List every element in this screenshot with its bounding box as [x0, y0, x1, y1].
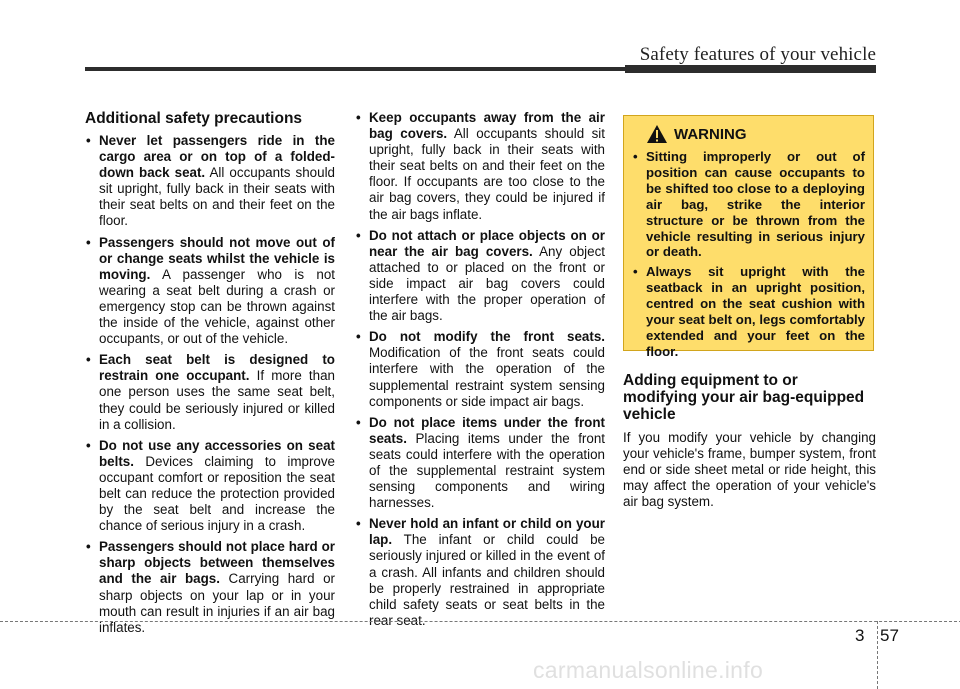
item-lead: Never hold an infant or child on your lap.: [369, 516, 605, 548]
list-item: [355, 329, 605, 409]
list-item: [355, 110, 605, 223]
item-lead: Never let passengers ride in the cargo area or on top of a folded-down back seat.: [99, 133, 335, 181]
precautions-list: [85, 133, 335, 636]
item-lead: Passengers should not move out of or change seats whilst the vehicle is moving.: [99, 234, 335, 282]
chapter-number: 3: [855, 626, 865, 645]
section-heading: Adding equipment to or modifying your air bag-equipped vehicle: [623, 372, 865, 423]
item-text: All occupants should sit upright, fully back in their seats with their seat belts on and their feet on the floor. If occupants are too close to the air bag covers, they could be injured if the air bags inflate.: [369, 126, 605, 222]
warning-item: • Sitting improperly or out of position can cause occupants to be shifted too close to a deploying air bag, strike the interior structure or be thrown from the vehicle resulting in serious injury or death.: [632, 149, 865, 260]
item-text: Placing items under the front seats could interfere with the operation of the supplemental restraint system sensing components and wiring harnesses.: [369, 430, 605, 511]
warning-list: [632, 149, 865, 360]
item-text: A passenger who is not wearing a seat belt during a crash or emergency stop can be thrown against the inside of the vehicle, against other occupants, or out of the vehicle.: [99, 266, 335, 347]
warning-item: • Always sit upright with the seatback in an upright position, centred on the seat cushion with your seat belt on, legs comfortably extended and your feet on the floor.: [632, 264, 865, 359]
precautions-list-continued: [355, 110, 605, 629]
equipment-section: [623, 372, 876, 510]
item-lead: Do not modify the front seats.: [369, 329, 605, 345]
item-lead: Do not attach or place objects on or near the air bag covers.: [369, 227, 605, 259]
list-item: [85, 235, 335, 348]
middle-column: [355, 110, 605, 634]
item-text: Modification of the front seats could interfere with the operation of the supplemental restraint system sensing components or side impact air bags.: [369, 345, 605, 409]
item-text: The infant or child could be seriously injured or killed in the event of a crash. All infants and children should be properly restrained in appropriate child safety seats or seat belts in the rear seat.: [369, 532, 605, 628]
list-item: [355, 415, 605, 512]
warning-triangle-icon: [646, 124, 668, 144]
item-lead: Do not place items under the front seats.: [369, 414, 605, 446]
page-header-title: Safety features of your vehicle: [639, 44, 876, 65]
item-text: All occupants should sit upright, fully back in their seats with their seat belts on and their feet on the floor.: [99, 165, 335, 229]
item-lead: Keep occupants away from the air bag covers.: [369, 110, 605, 142]
list-item: [85, 352, 335, 432]
item-text: Devices claiming to improve occupant comfort or reposition the seat belt can reduce the protection provided by the seat belt and increase the chance of serious injury in a crash.: [99, 453, 335, 534]
item-lead: Each seat belt is designed to restrain one occupant.: [99, 352, 335, 384]
item-text: Carrying hard or sharp objects on your lap or in your mouth can result in injuries if an air bag inflates.: [99, 571, 335, 635]
section-body: If you modify your vehicle by changing your vehicle's frame, bumper system, front end or side sheet metal or ride height, this may affect the operation of your vehicle's air bag system.: [623, 430, 876, 510]
page-number: 57: [880, 626, 899, 645]
watermark: carmanualsonline.info: [533, 657, 764, 683]
item-lead: Passengers should not place hard or sharp objects between themselves and the air bags.: [99, 539, 335, 587]
list-item: [85, 133, 335, 230]
warning-box: [623, 115, 874, 359]
section-heading: Additional safety precautions: [85, 110, 303, 127]
warning-title: WARNING: [674, 125, 747, 143]
list-item: [355, 228, 605, 325]
header-rule-accent: [625, 65, 876, 73]
list-item: [355, 516, 605, 629]
item-lead: Do not use any accessories on seat belts.: [99, 437, 335, 469]
left-column: [85, 110, 335, 641]
footer-divider: [877, 621, 878, 689]
footer-rule: [0, 621, 960, 622]
warning-header: [646, 124, 865, 144]
list-item: [85, 438, 335, 535]
item-text: If more than one person uses the same seat belt, they could be seriously injured or killed in a collision.: [99, 368, 335, 432]
item-text: Any object attached to or placed on the front or side impact air bag covers could interfere with the proper operation of the air bags.: [369, 243, 605, 324]
